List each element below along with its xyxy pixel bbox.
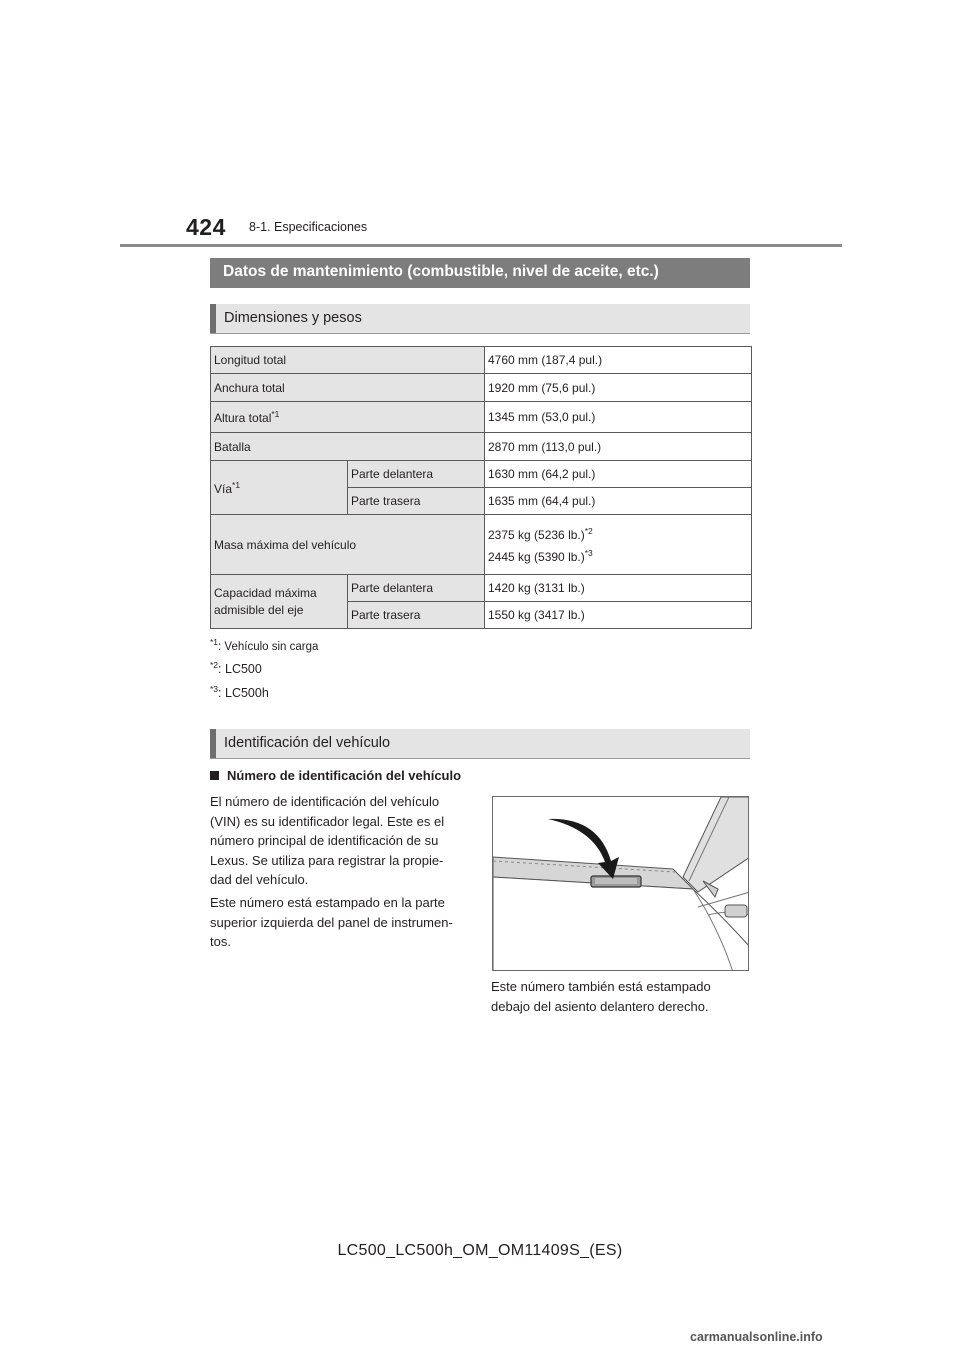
footnote: $^{*3}$: LC500h xyxy=(210,684,269,701)
vin-subheading: Número de identificación del vehículo xyxy=(210,768,461,783)
footnote-ref: *2 xyxy=(584,525,593,536)
row-value: 1345 mm (53,0 pul.) xyxy=(485,402,752,433)
sub-label: Parte delantera xyxy=(348,575,485,602)
table-row xyxy=(211,347,752,374)
table-row xyxy=(211,402,752,433)
identification-heading xyxy=(210,729,750,759)
footnote: $^{*2}$: LC500 xyxy=(210,660,262,677)
table-row xyxy=(211,433,752,461)
row-value: 1920 mm (75,6 pul.) xyxy=(485,374,752,402)
footnote-ref: *1 xyxy=(232,479,241,490)
watermark: carmanualsonline.info xyxy=(690,1330,823,1344)
section-label: 8-1. Especificaciones xyxy=(249,220,368,234)
dashboard-illustration xyxy=(493,797,749,971)
row-label: Altura total$^{*1}$ xyxy=(211,402,485,433)
table-row xyxy=(211,461,752,488)
heading-accent-bar xyxy=(210,729,216,758)
sub-label: Parte delantera xyxy=(348,461,485,488)
header-divider xyxy=(120,244,842,247)
vin-location-illustration xyxy=(492,796,749,971)
document-code: LC500_LC500h_OM_OM11409S_(ES) xyxy=(337,1242,623,1259)
dimensions-heading-text: Dimensiones y pesos xyxy=(224,310,362,326)
table-row xyxy=(211,575,752,602)
row-label: Longitud total xyxy=(211,347,485,374)
vin-paragraph: El número de identificación del vehículo (VIN) es su identificador legal. Este es el número principal de identificación de su Lexus. Se utiliza para registrar la propie- dad del vehículo. xyxy=(210,794,445,887)
row-label: Batalla xyxy=(211,433,485,461)
table-row xyxy=(211,374,752,402)
row-label: Anchura total xyxy=(211,374,485,402)
row-value: 1630 mm (64,2 pul.) xyxy=(485,461,752,488)
table-row xyxy=(211,515,752,575)
vin-location-paragraph: Este número está estampado en la parte superior izquierda del panel de instrumen- tos. xyxy=(210,895,453,949)
footnote: $^{*1}$: Vehículo sin carga xyxy=(210,637,319,654)
row-value: 4760 mm (187,4 pul.) xyxy=(485,347,752,374)
row-value: 1420 kg (3131 lb.) xyxy=(485,575,752,602)
main-heading xyxy=(210,258,750,288)
page-number: 424 xyxy=(186,214,226,240)
footnote-ref: *1 xyxy=(271,409,280,419)
dimensions-heading xyxy=(210,304,750,334)
footnote-ref: *3 xyxy=(584,547,593,558)
row-label: Masa máxima del vehículo xyxy=(211,515,485,575)
sub-label: Parte trasera xyxy=(348,602,485,629)
main-heading-text: Datos de mantenimiento (combustible, nivel de aceite, etc.) xyxy=(223,263,659,280)
square-bullet-icon xyxy=(210,771,219,780)
dimensions-table xyxy=(210,346,752,629)
row-value: 1635 mm (64,4 pul.) xyxy=(485,488,752,515)
heading-accent-bar xyxy=(210,304,216,333)
row-label: Vía$^{*1}$ xyxy=(211,461,348,515)
row-value: 1550 kg (3417 lb.) xyxy=(485,602,752,629)
row-value: 2870 mm (113,0 pul.) xyxy=(485,433,752,461)
row-label: Capacidad máxima admisible del eje xyxy=(211,575,348,629)
row-value: 2375 kg (5236 lb.)$^{*2}$ 2445 kg (5390 lb.)$^{*3}$ xyxy=(485,515,752,575)
sub-label: Parte trasera xyxy=(348,488,485,515)
figure-caption: Este número también está estampado debajo del asiento delantero derecho. xyxy=(491,979,711,1014)
identification-heading-text: Identificación del vehículo xyxy=(224,735,391,751)
